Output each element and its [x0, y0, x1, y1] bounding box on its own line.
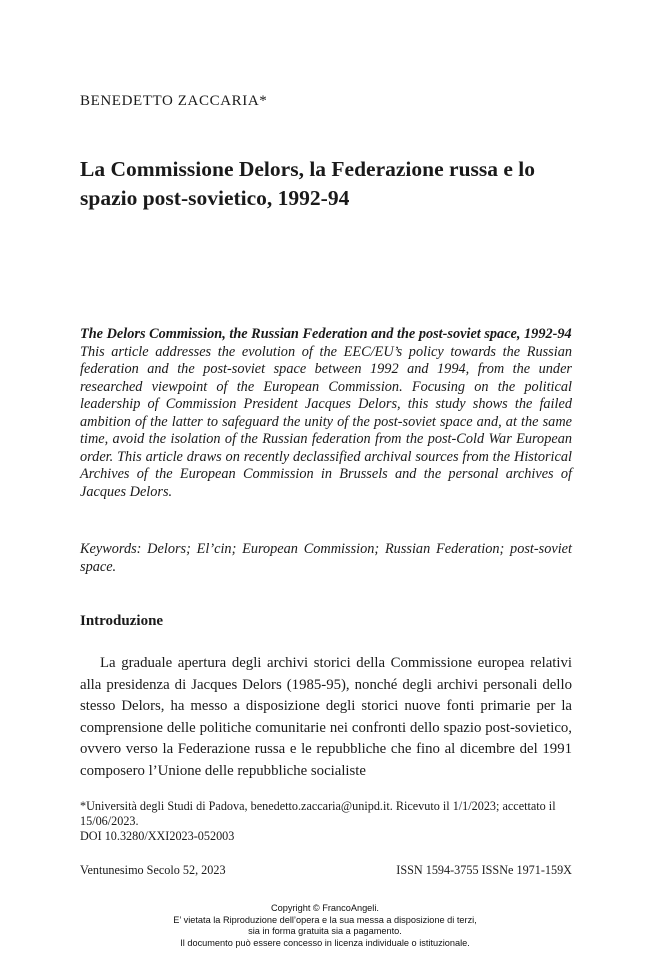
keywords: Keywords: Delors; El’cin; European Commission; Russian Federation; post-soviet space.	[80, 541, 572, 575]
copyright-line-4: Il documento può essere concesso in licenza individuale o istituzionale.	[180, 937, 470, 948]
section-heading: Introduzione	[80, 613, 164, 629]
abstract-text: This article addresses the evolution of the EEC/EU’s policy towards the Russian federation and the post-soviet space between 1992 and 1994, from the under researched viewpoint of the European Commission. Focusing on the political leadership of Commission President Jacques Delors, this study shows the failed ambition of the latter to safeguard the unity of the post-soviet space and, at the same time, avoid the isolation of the Russian federation from the post-Cold War European order. This article draws on recently declassified archival sources from the Historical Archives of the European Commission in Brussels and the personal archives of Jacques Delors.	[80, 343, 572, 500]
abstract-title: The Delors Commission, the Russian Federation and the post-soviet space, 1992-94	[80, 326, 572, 342]
author-name: BENEDETTO ZACCARIA*	[80, 93, 268, 109]
copyright-notice	[0, 903, 650, 949]
footnote	[80, 799, 572, 844]
journal-citation: Ventunesimo Secolo 52, 2023	[80, 863, 226, 877]
issn-info: ISSN 1594-3755 ISSNe 1971-159X	[396, 863, 572, 877]
footnote-affiliation: *Università degli Studi di Padova, benedetto.zaccaria@unipd.it. Ricevuto il 1/1/2023; accettato il 15/06/2023.	[80, 799, 556, 828]
footnote-doi: DOI 10.3280/XXI2023-052003	[80, 829, 235, 843]
copyright-line-2: E’ vietata la Riproduzione dell’opera e la sua messa a disposizione di terzi,	[173, 914, 477, 925]
article-title: La Commissione Delors, la Federazione russa e lo spazio post-sovietico, 1992-94	[80, 157, 536, 210]
copyright-line-1: Copyright © FrancoAngeli.	[271, 903, 379, 913]
abstract-block	[80, 326, 572, 501]
copyright-line-3: sia in forma gratuita sia a pagamento.	[248, 926, 402, 936]
body-paragraph: La graduale apertura degli archivi storici della Commissione europea relativi alla presidenza di Jacques Delors (1985-95), nonché degli archivi personali dello stesso Delors, ha messo a disposizione degli storici nuove fonti primarie per la comprensione delle politiche comunitarie nei confronti dello spazio post-sovietico, ovvero verso la Federazione russa e le repubbliche che fino al dicembre del 1991 composero l’Unione delle repubbliche socialiste	[80, 655, 572, 779]
